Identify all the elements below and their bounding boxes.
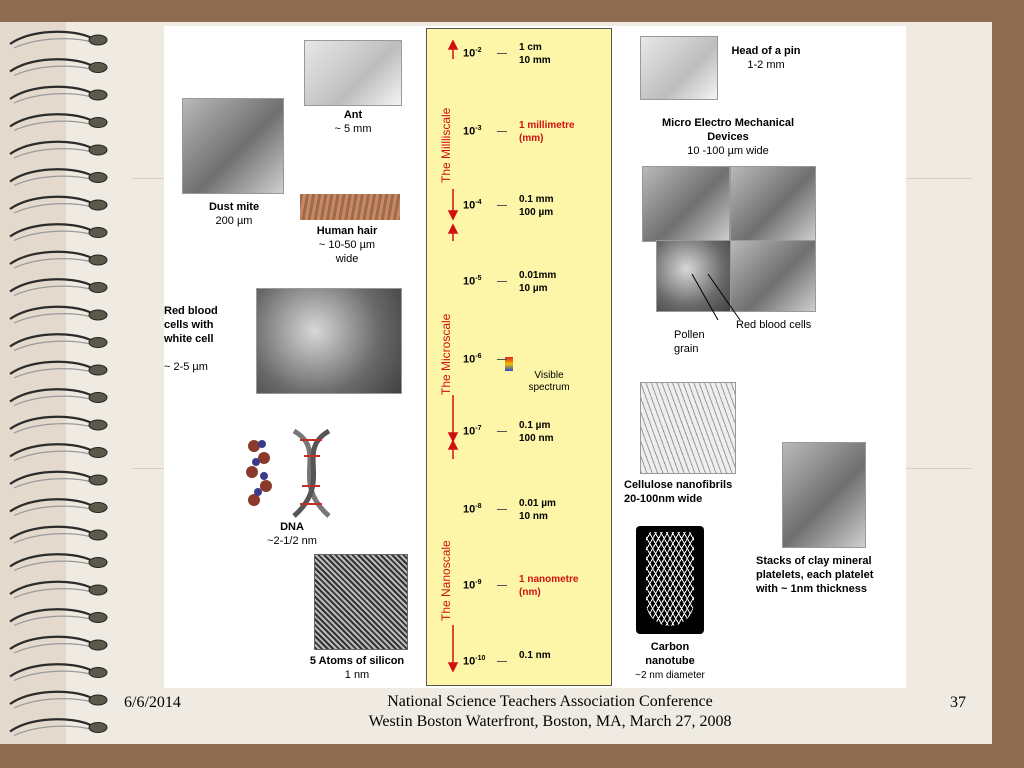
spiral-ring	[10, 87, 107, 103]
scale-exponent: $10^{-8}$	[463, 503, 482, 516]
scale-value: 0.1 µm 100 nm	[519, 420, 554, 444]
scale-value: 0.01 µm 10 nm	[519, 498, 556, 522]
carbon-nanotube-image	[636, 526, 704, 634]
nanotube-label: Carbon nanotube ~2 nm diameter	[635, 641, 705, 681]
spiral-ring	[10, 417, 107, 433]
scale-exponent: $10^{-2}$	[463, 47, 482, 60]
pin-label: Head of a pin 1-2 mm	[731, 45, 801, 71]
scale-exponent: $10^{-9}$	[463, 579, 482, 592]
ant-label: Ant ~ 5 mm	[334, 109, 372, 135]
footer-conference: National Science Teachers Association Conference Westin Boston Waterfront, Boston, MA, March 27, 2008	[368, 693, 732, 730]
mems-photo-1	[642, 166, 730, 242]
mems-photo-2	[730, 166, 816, 242]
scale-tick	[497, 431, 507, 432]
silicon-label: 5 Atoms of silicon 1 nm	[309, 655, 405, 681]
scale-value: 1 millimetre (mm)	[519, 120, 575, 144]
silicon-atoms-image	[314, 554, 408, 650]
footer-page-number: 37	[950, 694, 966, 711]
scale-value: 0.1 mm 100 µm	[519, 194, 554, 218]
human-hair-label: Human hair ~ 10-50 µm wide	[316, 225, 378, 265]
nanoscale-band: The Nanoscale	[439, 540, 453, 621]
scale-exponent: $10^{-10}$	[463, 655, 486, 668]
footer-date: 6/6/2014	[124, 694, 181, 711]
pollen-label: Pollen grain	[674, 329, 705, 355]
spiral-ring	[10, 334, 107, 350]
spiral-ring	[10, 252, 107, 268]
scale-figure	[164, 26, 906, 688]
spiral-ring	[10, 307, 107, 323]
spiral-ring	[10, 224, 107, 240]
scale-exponent: $10^{-6}$	[463, 353, 482, 366]
spiral-ring	[10, 527, 107, 543]
cellulose-photo	[640, 382, 736, 474]
spiral-binding	[0, 22, 120, 744]
pin-head-photo	[640, 36, 718, 100]
spiral-ring	[10, 472, 107, 488]
human-hair-photo	[300, 194, 400, 220]
spiral-ring	[10, 719, 107, 735]
scale-exponent: $10^{-7}$	[463, 425, 482, 438]
scale-exponent: $10^{-3}$	[463, 125, 482, 138]
dna-label: DNA ~2-1/2 nm	[267, 521, 317, 547]
spiral-ring	[10, 197, 107, 213]
scale-value: 0.01mm 10 µm	[519, 270, 557, 294]
scale-tick	[497, 53, 507, 54]
scale-tick	[497, 509, 507, 510]
spiral-ring	[10, 59, 107, 75]
spiral-ring	[10, 664, 107, 680]
spiral-ring	[10, 692, 107, 708]
spiral-ring	[10, 279, 107, 295]
visible-spectrum-label: Visible spectrum	[528, 370, 570, 393]
rbc-white-cell-label: Red blood cells with white cell ~ 2-5 µm	[164, 305, 218, 373]
dust-mite-photo	[182, 98, 284, 194]
spiral-ring	[10, 637, 107, 653]
log-scale-column	[426, 28, 612, 686]
spiral-ring	[10, 362, 107, 378]
microscale-band: The Microscale	[439, 313, 453, 395]
spiral-ring	[10, 499, 107, 515]
clay-label: Stacks of clay mineral platelets, each platelet with ~ 1nm thickness	[756, 555, 874, 595]
scale-tick	[497, 281, 507, 282]
scale-exponent: $10^{-4}$	[463, 199, 482, 212]
cellulose-label: Cellulose nanofibrils 20-100nm wide	[624, 479, 733, 505]
spiral-ring	[10, 582, 107, 598]
scale-arrows	[427, 29, 467, 685]
milliscale-band: The Millliscale	[439, 107, 453, 183]
ant-photo	[304, 40, 402, 106]
scale-value: 0.1 nm	[519, 650, 551, 661]
spiral-ring	[10, 114, 107, 130]
scale-tick	[497, 359, 507, 360]
spiral-ring	[10, 389, 107, 405]
dust-mite-label: Dust mite 200 µm	[208, 201, 260, 227]
dna-illustration	[234, 426, 344, 526]
scale-value: 1 nanometre (nm)	[519, 574, 579, 598]
red-blood-cells-label: Red blood cells	[736, 319, 812, 331]
spiral-ring	[10, 142, 107, 158]
scale-tick	[497, 585, 507, 586]
mems-label: Micro Electro Mechanical Devices 10 -100 µm wide	[661, 117, 795, 157]
spiral-ring	[10, 609, 107, 625]
spiral-ring	[10, 169, 107, 185]
scale-tick	[497, 205, 507, 206]
spiral-ring	[10, 554, 107, 570]
scale-tick	[497, 131, 507, 132]
spiral-ring	[10, 32, 107, 48]
rbc-photo	[256, 288, 402, 394]
scale-value: 1 cm 10 mm	[519, 42, 551, 66]
scale-exponent: $10^{-5}$	[463, 275, 482, 288]
spiral-ring	[10, 444, 107, 460]
scale-tick	[497, 661, 507, 662]
clay-platelets-photo	[782, 442, 866, 548]
